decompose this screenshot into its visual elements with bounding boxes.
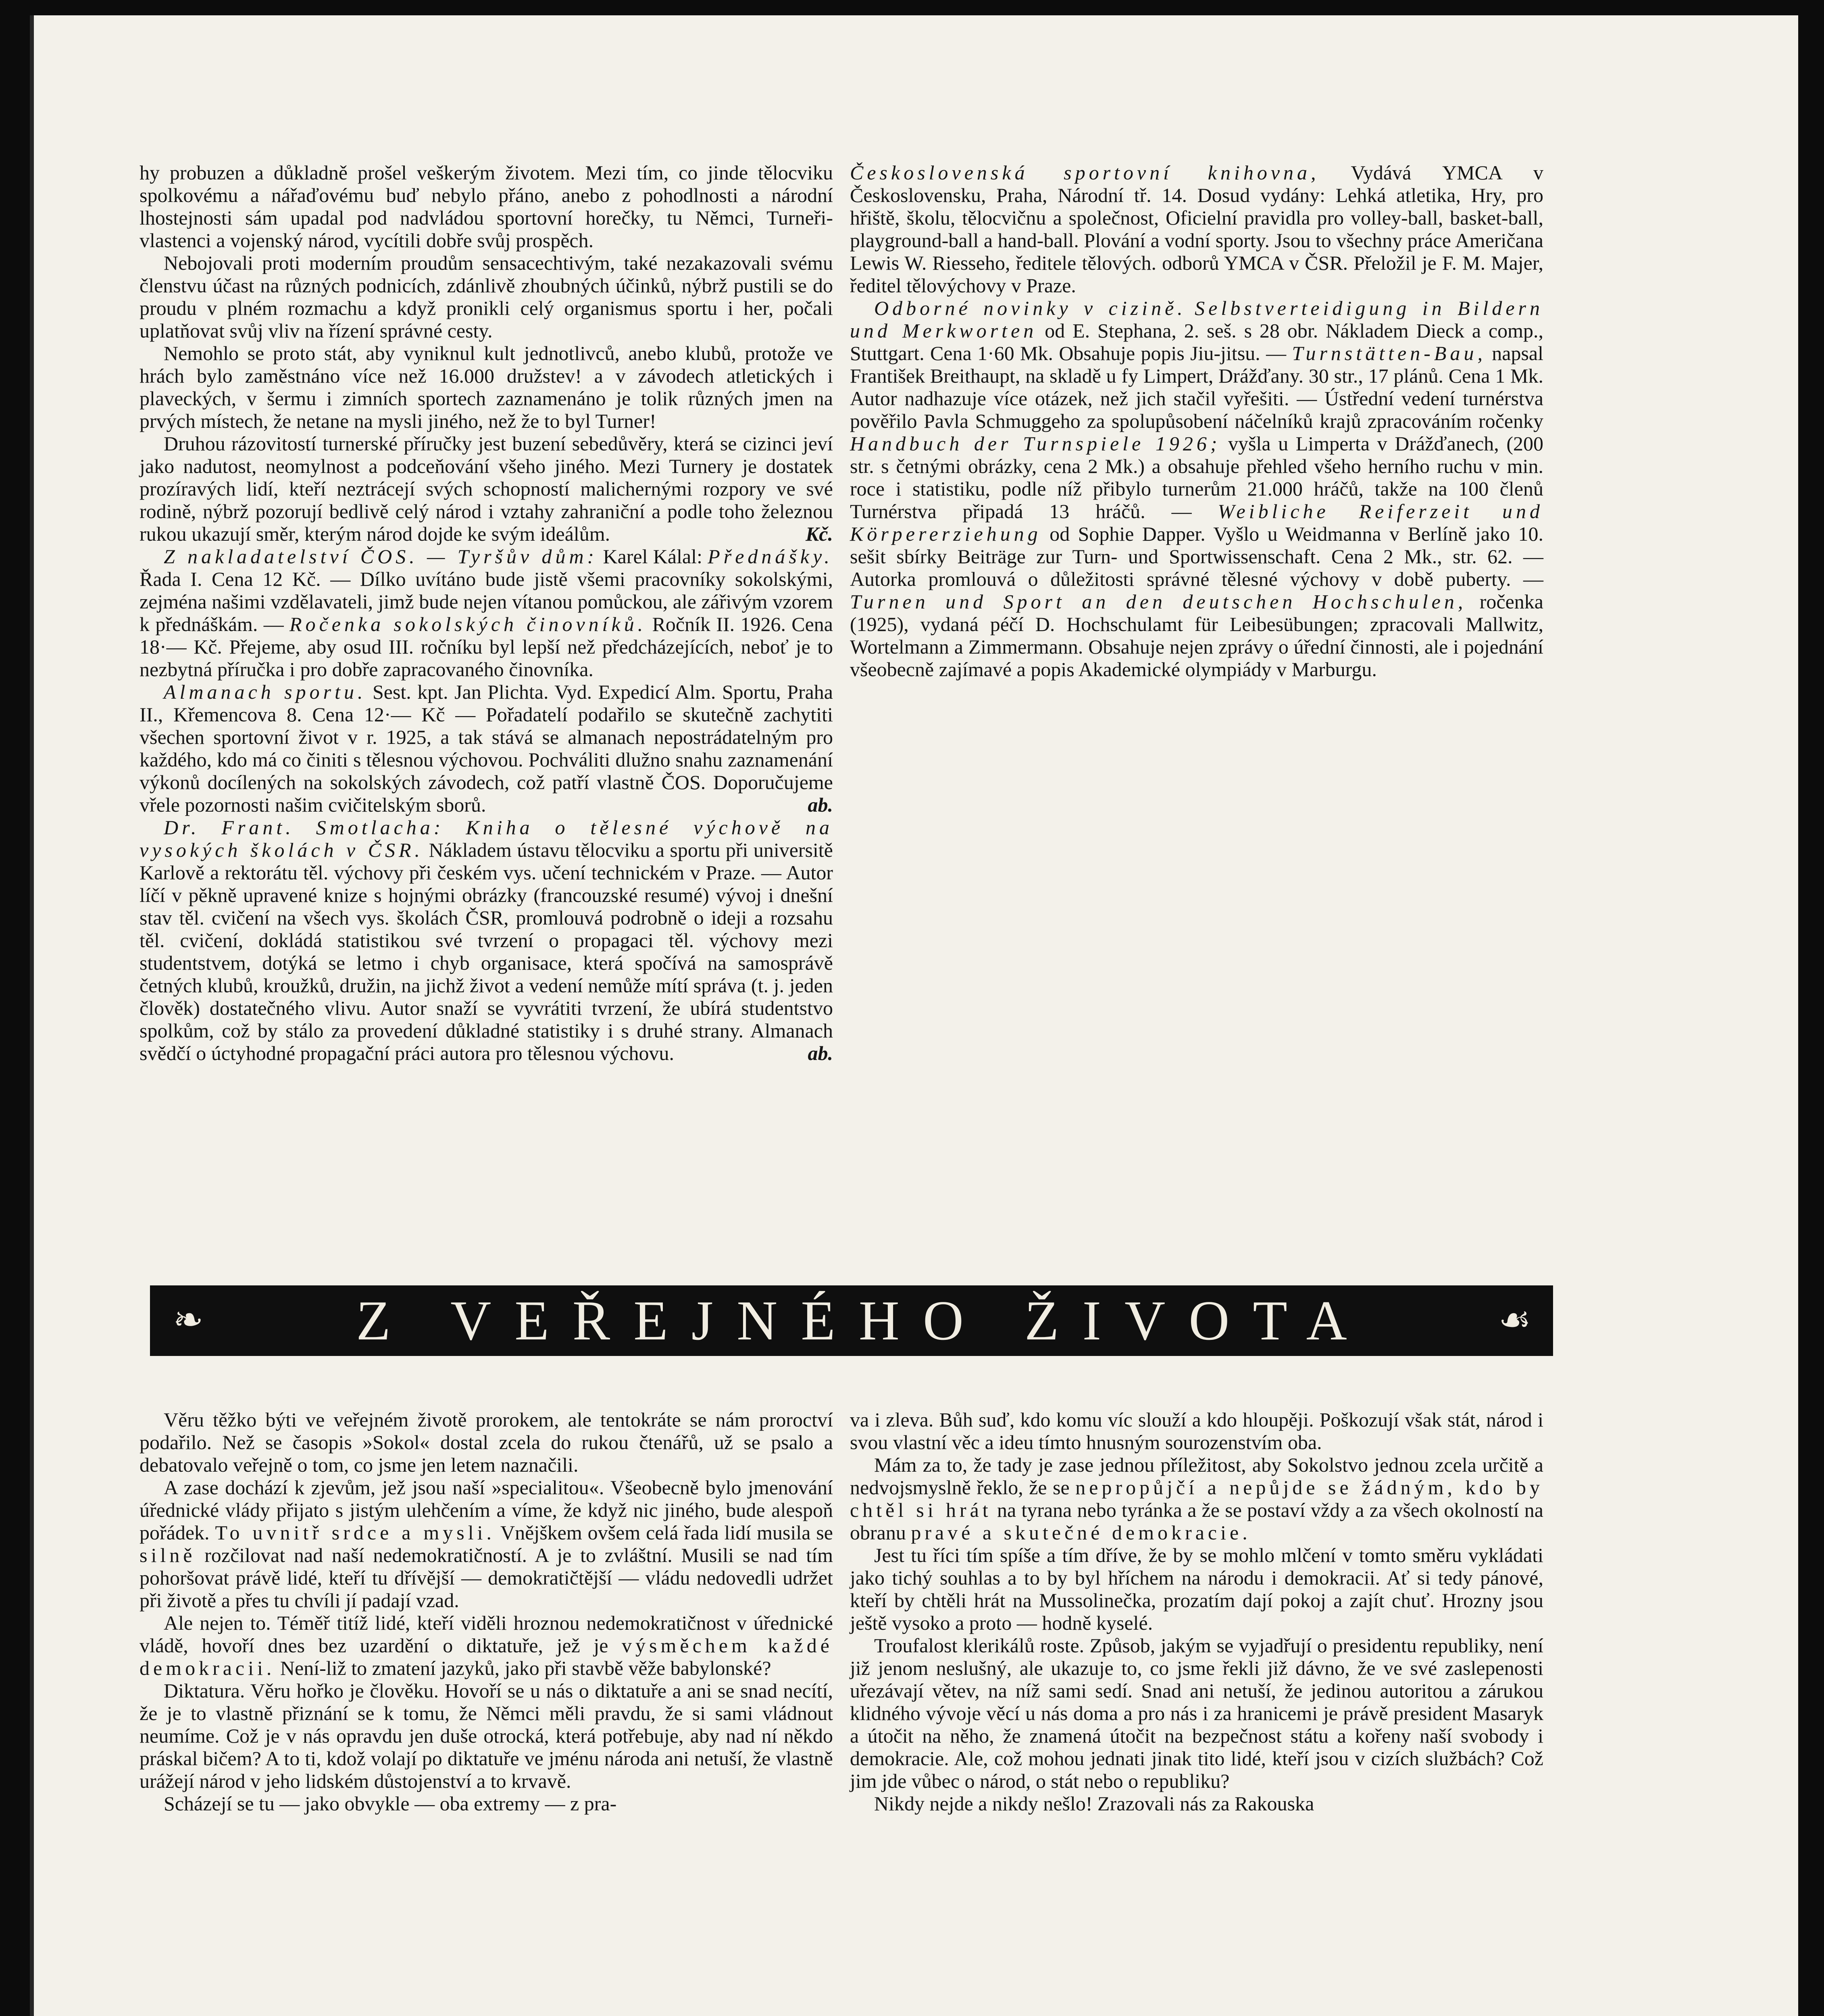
book-title: Handbuch der Turnspiele 1926; [850,432,1221,455]
paragraph: Troufalost klerikálů roste. Způsob, jakým se vyjadřují o presidentu republiky, není již jenom neslušný, ale ukazuje to, co jsme řekli již dávno, že ve své zaslepenosti uřezávají větev, na níž sami sedí. Snad ani netuší, že jedinou autoritou a zárukou klidného vývoje věcí u nás doma a pro nás i za hranicemi je právě president Masaryk a útočit na něho, že znamená útočit na bezpečnost státu a kořeny naší svobody i demokracie. Ale, což mohou jednati jinak tito lidé, kteří jsou v cizích službách? Což jim jde vůbec o národ, o stát nebo o republiku? [850,1634,1543,1792]
review-almanach [140,681,833,816]
spaced-emphasis: silně [140,1544,196,1566]
spaced-emphasis: výsměchem každé demokracii. [140,1634,833,1679]
paragraph: Scházejí se tu — jako obvykle — oba extremy — z pra- [164,1792,617,1815]
review-text: Karel Kálal: [598,545,708,568]
paragraph: Nemohlo se proto stát, aby vyniknul kult jednotlivců, anebo klubů, protože ve hrách bylo zaměstnáno více než 16.000 družstev! a v závodech atletických i plaveckých, v šermu i zimních sportech zaznamenáno je tolik různých jmen na prvých místech, že netane na mysli jiného, než že to byl Turner! [140,342,833,432]
leaf-ornament-icon: ☙ [1498,1300,1531,1340]
book-title: Přednášky. [708,545,833,568]
review-novinky [850,297,1543,681]
review-smotlacha [140,816,833,1064]
review-text: ročenka (1925), vydaná péčí D. Hochschulamt für Leibesübungen; zpracovali Mallwitz, Wortelmann a Zimmermann. Obsahuje nejen zprávy o úřední činnosti, ale i pojednání všeobecně zajímavé a popis Akademické olympiády v Marburgu. [850,590,1543,681]
upper-right-column [850,161,1543,681]
paragraph: Věru těžko býti ve veřejném životě prorokem, ale tentokráte se nám proroctví podařilo. Než se časopis »Sokol« dostal zcela do rukou čtenářů, už se psalo a debatovalo veřejně o tom, co jsme jen letem naznačili. [140,1408,833,1476]
review-knihovna [850,161,1543,297]
paragraph [850,1454,1543,1544]
review-text: Řada I. Cena 12 Kč. — Dílko uvítáno bude jistě všemi pracovníky sokolskými, zejména našimi vzdělavateli, jimž bude nejen vítanou pomůckou, ale zářivým vzorem k přednáškám. — [140,568,833,635]
paragraph-text: Mám za to, že tady je zase jednou příležitost, aby Sokolstvo jednou zcela určitě a nedvojsmyslně řeklo, že se [850,1454,1543,1499]
book-title: Dr. Frant. Smotlacha: Kniha o tělesné výchově na vysokých školách v ČSR. [140,816,833,861]
paragraph [140,432,833,545]
upper-left-column [140,161,833,1064]
paragraph-text: Vnějškem ovšem celá řada lidí musila se [495,1521,833,1544]
author-signature: Kč. [805,523,833,545]
author-signature: ab. [808,793,833,816]
paragraph [140,1612,833,1679]
review-text: vyšla u Limperta v Drážďanech, (200 str. s četnými obrázky, cena 2 Mk.) a obsahuje přehled všeho herního ruchu v min. roce i statistiku, podle níž přibylo turnerům 21.000 hráčů, takže na 100 členů Turnérstva připadá 13 hráčů. — [850,432,1543,523]
paragraph-text: Druhou rázovitostí turnerské příručky jest buzení sebedůvěry, která se cizinci jeví jako nadutost, neomylnost a podceňování všeho jiného. Mezi Turnery je dostatek prozíravých lidí, kteří neztrácejí svých schopností malichernými rozpory ve své rodině, nýbrž pozorují bedlivě celý národ i vztahy zahraniční a podle toho železnou rukou ukazují směr, kterým národ dojde ke svým ideálům. [140,432,833,545]
paragraph [140,1476,833,1612]
spaced-emphasis: nepropůjčí a nepůjde se žádným, kdo by chtěl si hrát [850,1476,1543,1521]
book-title: Ročenka sokolských činovníků. [289,613,647,635]
review-heading: Z nakladatelství ČOS. — Tyršův dům: [164,545,598,568]
lower-right-column [850,1408,1543,1815]
author-signature: ab. [808,1042,833,1064]
book-title: Weibliche Reiferzeit und Körpererziehung [850,500,1543,545]
review-text: od Sophie Dapper. Vyšlo u Weidmanna v Berlíně jako 10. sešit sbírky Beiträge zur Turn- und Sportwissenschaft. Cena 2 Mk., str. 62. — Autorka promlouvá o důležitosti správné tělesné výchovy v době puberty. — [850,523,1543,590]
lower-left-column [140,1408,833,1815]
spaced-emphasis: pravé a skutečné demokracie. [911,1521,1251,1544]
paragraph: Nebojovali proti moderním proudům sensacechtivým, také nezakazovali svému členstvu účast na různých podnicích, zdánlivě zhoubných účinků, nýbrž pustili se do proudu v plném rozmachu a když pronikli celý organismus sportu i her, počali uplatňovat svůj vliv na řízení správné cesty. [140,252,833,342]
leaf-ornament-icon: ❧ [173,1300,204,1340]
book-title: Turnen und Sport an den deutschen Hochschulen, [850,590,1467,613]
review-nakladatelstvi [140,545,833,681]
paragraph-text: rozčilovat nad naší nedemokratičností. A je to zvláštní. Musili se nad tím pohoršovat právě lidé, kteří tu dřívější — demokratičtější — vládu nedovedli udržet při životě a přes tu chvíli jí padají vzad. [140,1544,833,1612]
paragraph: va i zleva. Bůh suď, kdo komu víc slouží a kdo hloupěji. Poškozují však stát, národ i svou vlastní věc a ideu tímto hnusným sourozenstvím oba. [850,1408,1543,1454]
review-text: napsal František Breithaupt, na skladě u fy Limpert, Drážďany. 30 str., 17 plánů. Cena 1 Mk. Autor nadhazuje více otázek, než jich stačil vyřešiti. — Ústřední vedení turnérstva pověřilo Pavla Schmuggeho za spolupůsobení náčelníků krajů zpracováním ročenky [850,342,1544,432]
paragraph: Diktatura. Věru hořko je člověku. Hovoří se u nás o diktatuře a ani se snad necítí, že je to vlastně přiznání se k tomu, že Němci měli pravdu, že si sami vládnout neumíme. Což je v nás opravdu jen duše otrocká, která potřebuje, aby nad ní někdo práskal bičem? A to ti, kdož volají po diktatuře ve jménu národa ani netuší, že vlastně urážejí národ v jeho lidském důstojenství a to krvavě. [140,1679,833,1792]
section-title: Z VEŘEJNÉHO ŽIVOTA [356,1289,1370,1352]
paragraph: hy probuzen a důkladně prošel veškerým životem. Mezi tím, co jinde tělocviku spolkovému a nářaďovému buď nebylo přáno, anebo z pohodlnosti a národní lhostejnosti sám upadal pod nadvládou sportovní horečky, tu Němci, Turneři-vlastenci a vojenský národ, vycítili dobře svůj prospěch. [140,161,833,252]
review-text: Nákladem ústavu tělocviku a sportu při universitě Karlově a rektorátu těl. výchovy při českém vys. učení technickém v Praze. — Autor líčí v pěkně upravené knize s hojnými obrázky (francouzské resumé) vývoj i dnešní stav těl. cvičení na všech vys. školách ČSR, promlouvá podrobně o ideji a rozsahu těl. cvičení, dokládá statistikou své tvrzení o propagaci těl. výchovy mezi studentstvem, dotýká se letmo i chyb organisace, která spočívá na samosprávě četných klubů, kroužků, družin, na jichž život a vedení nemůže mítí správa (t. j. jeden člověk) dostatečného vlivu. Autor snaží se vyvrátiti tvrzení, že ubírá studentstvo spolkům, což by stálo za provedení důkladné statistiky i s druhé strany. Almanach svědčí o úctyhodné propagační práci autora pro tělesnou výchovu. [140,839,833,1064]
review-text: Sest. kpt. Jan Plichta. Vyd. Expedicí Alm. Sportu, Praha II., Křemencova 8. Cena 12·— Kč — Pořadatelí podařilo se skutečně zachytiti všechen sportovní život v r. 1925, a tak stává se almanach nepostrádatelným pro každého, kdo má co činiti s tělesnou výchovou. Pochváliti dlužno snahu zaznamenání výkonů docílených na sokolských závodech, což patří vlastně ČOS. Doporučujeme vřele pozornosti našim cvičitelským sborů. [140,681,833,816]
spaced-emphasis: To uvnitř srdce a mysli. [215,1521,495,1544]
paragraph-text: na tyrana nebo tyránka a že se postaví vždy a za všech okolností na obranu [850,1499,1543,1544]
paragraph: Nikdy nejde a nikdy nešlo! Zrazovali nás za Rakouska [874,1792,1314,1815]
paragraph-text: Ale nejen to. Téměř titíž lidé, kteří viděli hroznou nedemokratičnost v úřednické vládě, hovoří dnes bez uzardění o diktatuře, jež je [140,1612,833,1657]
review-heading: Odborné novinky v cizině. [874,297,1186,319]
paragraph-text: Není-liž to zmatení jazyků, jako při stavbě věže babylonské? [275,1657,771,1679]
book-title: Selbstverteidigung in Bildern und Merkworten [850,297,1543,342]
review-text: Ročník II. 1926. Cena 18·— Kč. Přejeme, aby osud III. ročníku byl lepší než předcházejících, neboť je to nezbytná příručka i pro dobře zapracovaného činovníka. [140,613,833,681]
section-banner [150,1285,1553,1356]
review-text: Vydává YMCA v Československu, Praha, Národní tř. 14. Dosud vydány: Lehká atletika, Hry, pro hřiště, školu, tělocvičnu a společnost, Oficielní pravidla pro volley-ball, basket-ball, playground-ball a hand-ball. Plování a vodní sporty. Jsou to všechny práce Američana Lewis W. Riesseho, ředitele tělových. odborů YMCA v ČSR. Přeložil je F. M. Majer, ředitel tělovýchovy v Praze. [850,161,1543,297]
paragraph: Jest tu říci tím spíše a tím dříve, že by se mohlo mlčení v tomto směru vykládati jako tichý souhlas a to by byl hříchem na národu i demokracii. Ať si tedy pánové, kteří by chtěli hrát na Mussolinečka, prozatím dají pokoj a zajít chuť. Hrozny jsou ještě vysoko a proto — hodně kyselé. [850,1544,1543,1634]
paragraph-text: A zase dochází k zjevům, jež jsou naší »specialitou«. Všeobecně bylo jmenování úřednické vlády přijato s jistým ulehčením a víme, že když nic jiného, bude alespoň pořádek. [140,1476,833,1544]
book-title: Almanach sportu. [164,681,366,703]
book-title: Turnstätten-Bau, [1292,342,1486,364]
page [30,15,1798,2016]
book-title: Československá sportovní knihovna, [850,161,1320,184]
review-text: od E. Stephana, 2. seš. s 28 obr. Nákladem Dieck a comp., Stuttgart. Cena 1·60 Mk. Obsahuje popis Jiu-jitsu. — [850,319,1544,364]
